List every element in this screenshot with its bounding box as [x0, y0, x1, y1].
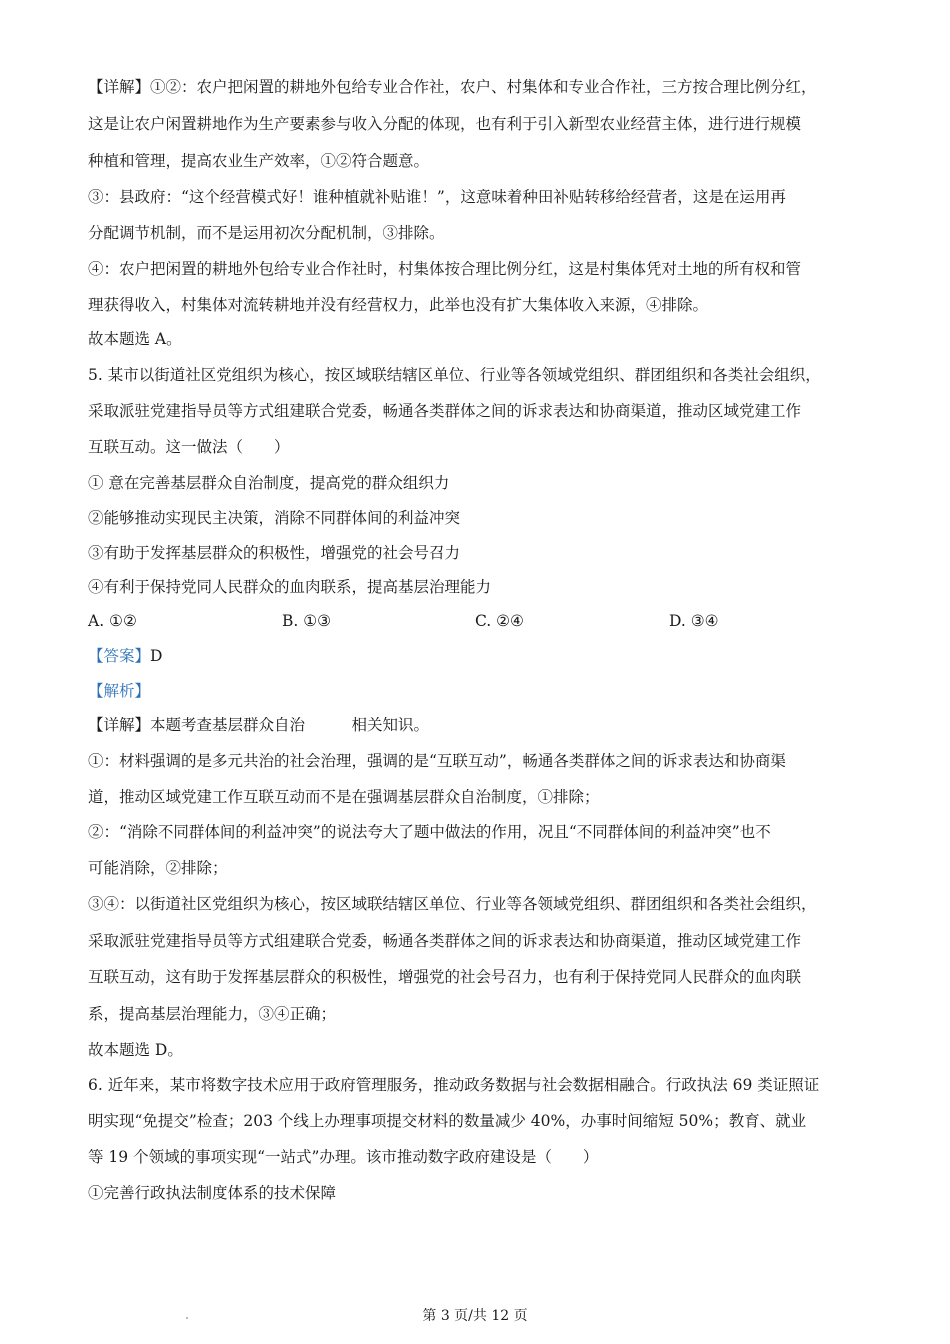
text-line: 采取派驻党建指导员等方式组建联合党委，畅通各类群体之间的诉求表达和协商渠道，推动区域党建工作	[88, 402, 802, 420]
answer-line	[88, 646, 878, 666]
text-line: 种植和管理，提高农业生产效率，①②符合题意。	[88, 152, 430, 170]
text-line: ①：材料强调的是多元共治的社会治理，强调的是“互联互动”，畅通各类群体之间的诉求表达和协商渠	[88, 752, 786, 770]
statement-4: ④有利于保持党同人民群众的血肉联系，提高基层治理能力	[88, 578, 492, 596]
question-6-stem: 6. 近年来，某市将数字技术应用于政府管理服务，推动政务数据与社会数据相融合。行政执法 69 类证照证	[88, 1076, 820, 1094]
option-d: D. ③④	[669, 612, 719, 630]
text-line: 等 19 个领域的事项实现“一站式”办理。该市推动数字政府建设是（ ）	[88, 1148, 599, 1166]
text-line: ③：县政府：“这个经营模式好！谁种植就补贴谁！”，这意味着种田补贴转移给经营者，这是在运用再	[88, 188, 786, 206]
statement-3: ③有助于发挥基层群众的积极性，增强党的社会号召力	[88, 544, 461, 562]
answer-tag: 【答案】	[88, 647, 151, 665]
text-line: 道，推动区域党建工作互联互动而不是在强调基层群众自治制度，①排除；	[88, 788, 600, 806]
text-line: 互联互动。这一做法（ ）	[88, 438, 290, 456]
text-line: 这是让农户闲置耕地作为生产要素参与收入分配的体现，也有利于引入新型农业经营主体，进行进行规模	[88, 115, 802, 133]
text-line: 系，提高基层治理能力，③④正确；	[88, 1005, 337, 1023]
text-line: 分配调节机制，而不是运用初次分配机制，③排除。	[88, 224, 445, 242]
text-line: 理获得收入，村集体对流转耕地并没有经营权力，此举也没有扩大集体收入来源，④排除。	[88, 296, 709, 314]
text-line: 可能消除，②排除；	[88, 859, 228, 877]
text-line: 明实现“免提交”检查；203 个线上办理事项提交材料的数量减少 40%，办事时间缩短 50%；教育、就业	[88, 1112, 807, 1130]
text-line: ②：“消除不同群体间的利益冲突”的说法夸大了题中做法的作用，况且“不同群体间的利益冲突”也不	[88, 823, 771, 841]
option-a: A. ①②	[88, 612, 137, 630]
option-c: C. ②④	[475, 612, 524, 630]
question-5-stem: 5. 某市以街道社区党组织为核心，按区域联结辖区单位、行业等各领域党组织、群团组织和各类社会组织，	[88, 366, 821, 384]
analysis-line	[88, 681, 878, 701]
text-line: 故本题选 D。	[88, 1041, 183, 1059]
text-line: 【详解】本题考查基层群众自治 相关知识。	[88, 716, 430, 734]
text-line: ④：农户把闲置的耕地外包给专业合作社时，村集体按合理比例分红，这是村集体凭对土地的所有权和管	[88, 260, 802, 278]
option-b: B. ①③	[282, 612, 332, 630]
text-line: 【详解】①②：农户把闲置的耕地外包给专业合作社，农户、村集体和专业合作社，三方按合理比例分红，	[88, 78, 817, 96]
text-line: 故本题选 A。	[88, 330, 182, 348]
text-line: ③④：以街道社区党组织为核心，按区域联结辖区单位、行业等各领域党组织、群团组织和各类社会组织，	[88, 895, 817, 913]
statement-2: ②能够推动实现民主决策，消除不同群体间的利益冲突	[88, 509, 461, 527]
text-line: 互联互动，这有助于发挥基层群众的积极性，增强党的社会号召力，也有利于保持党同人民群众的血肉联	[88, 968, 802, 986]
page-number: 第 3 页/共 12 页	[422, 1308, 528, 1324]
statement-1: ① 意在完善基层群众自治制度，提高党的群众组织力	[88, 474, 450, 492]
statement-1: ①完善行政执法制度体系的技术保障	[88, 1184, 337, 1202]
answer-value: D	[150, 647, 163, 665]
text-line: 采取派驻党建指导员等方式组建联合党委，畅通各类群体之间的诉求表达和协商渠道，推动区域党建工作	[88, 932, 802, 950]
analysis-tag: 【解析】	[88, 682, 151, 700]
